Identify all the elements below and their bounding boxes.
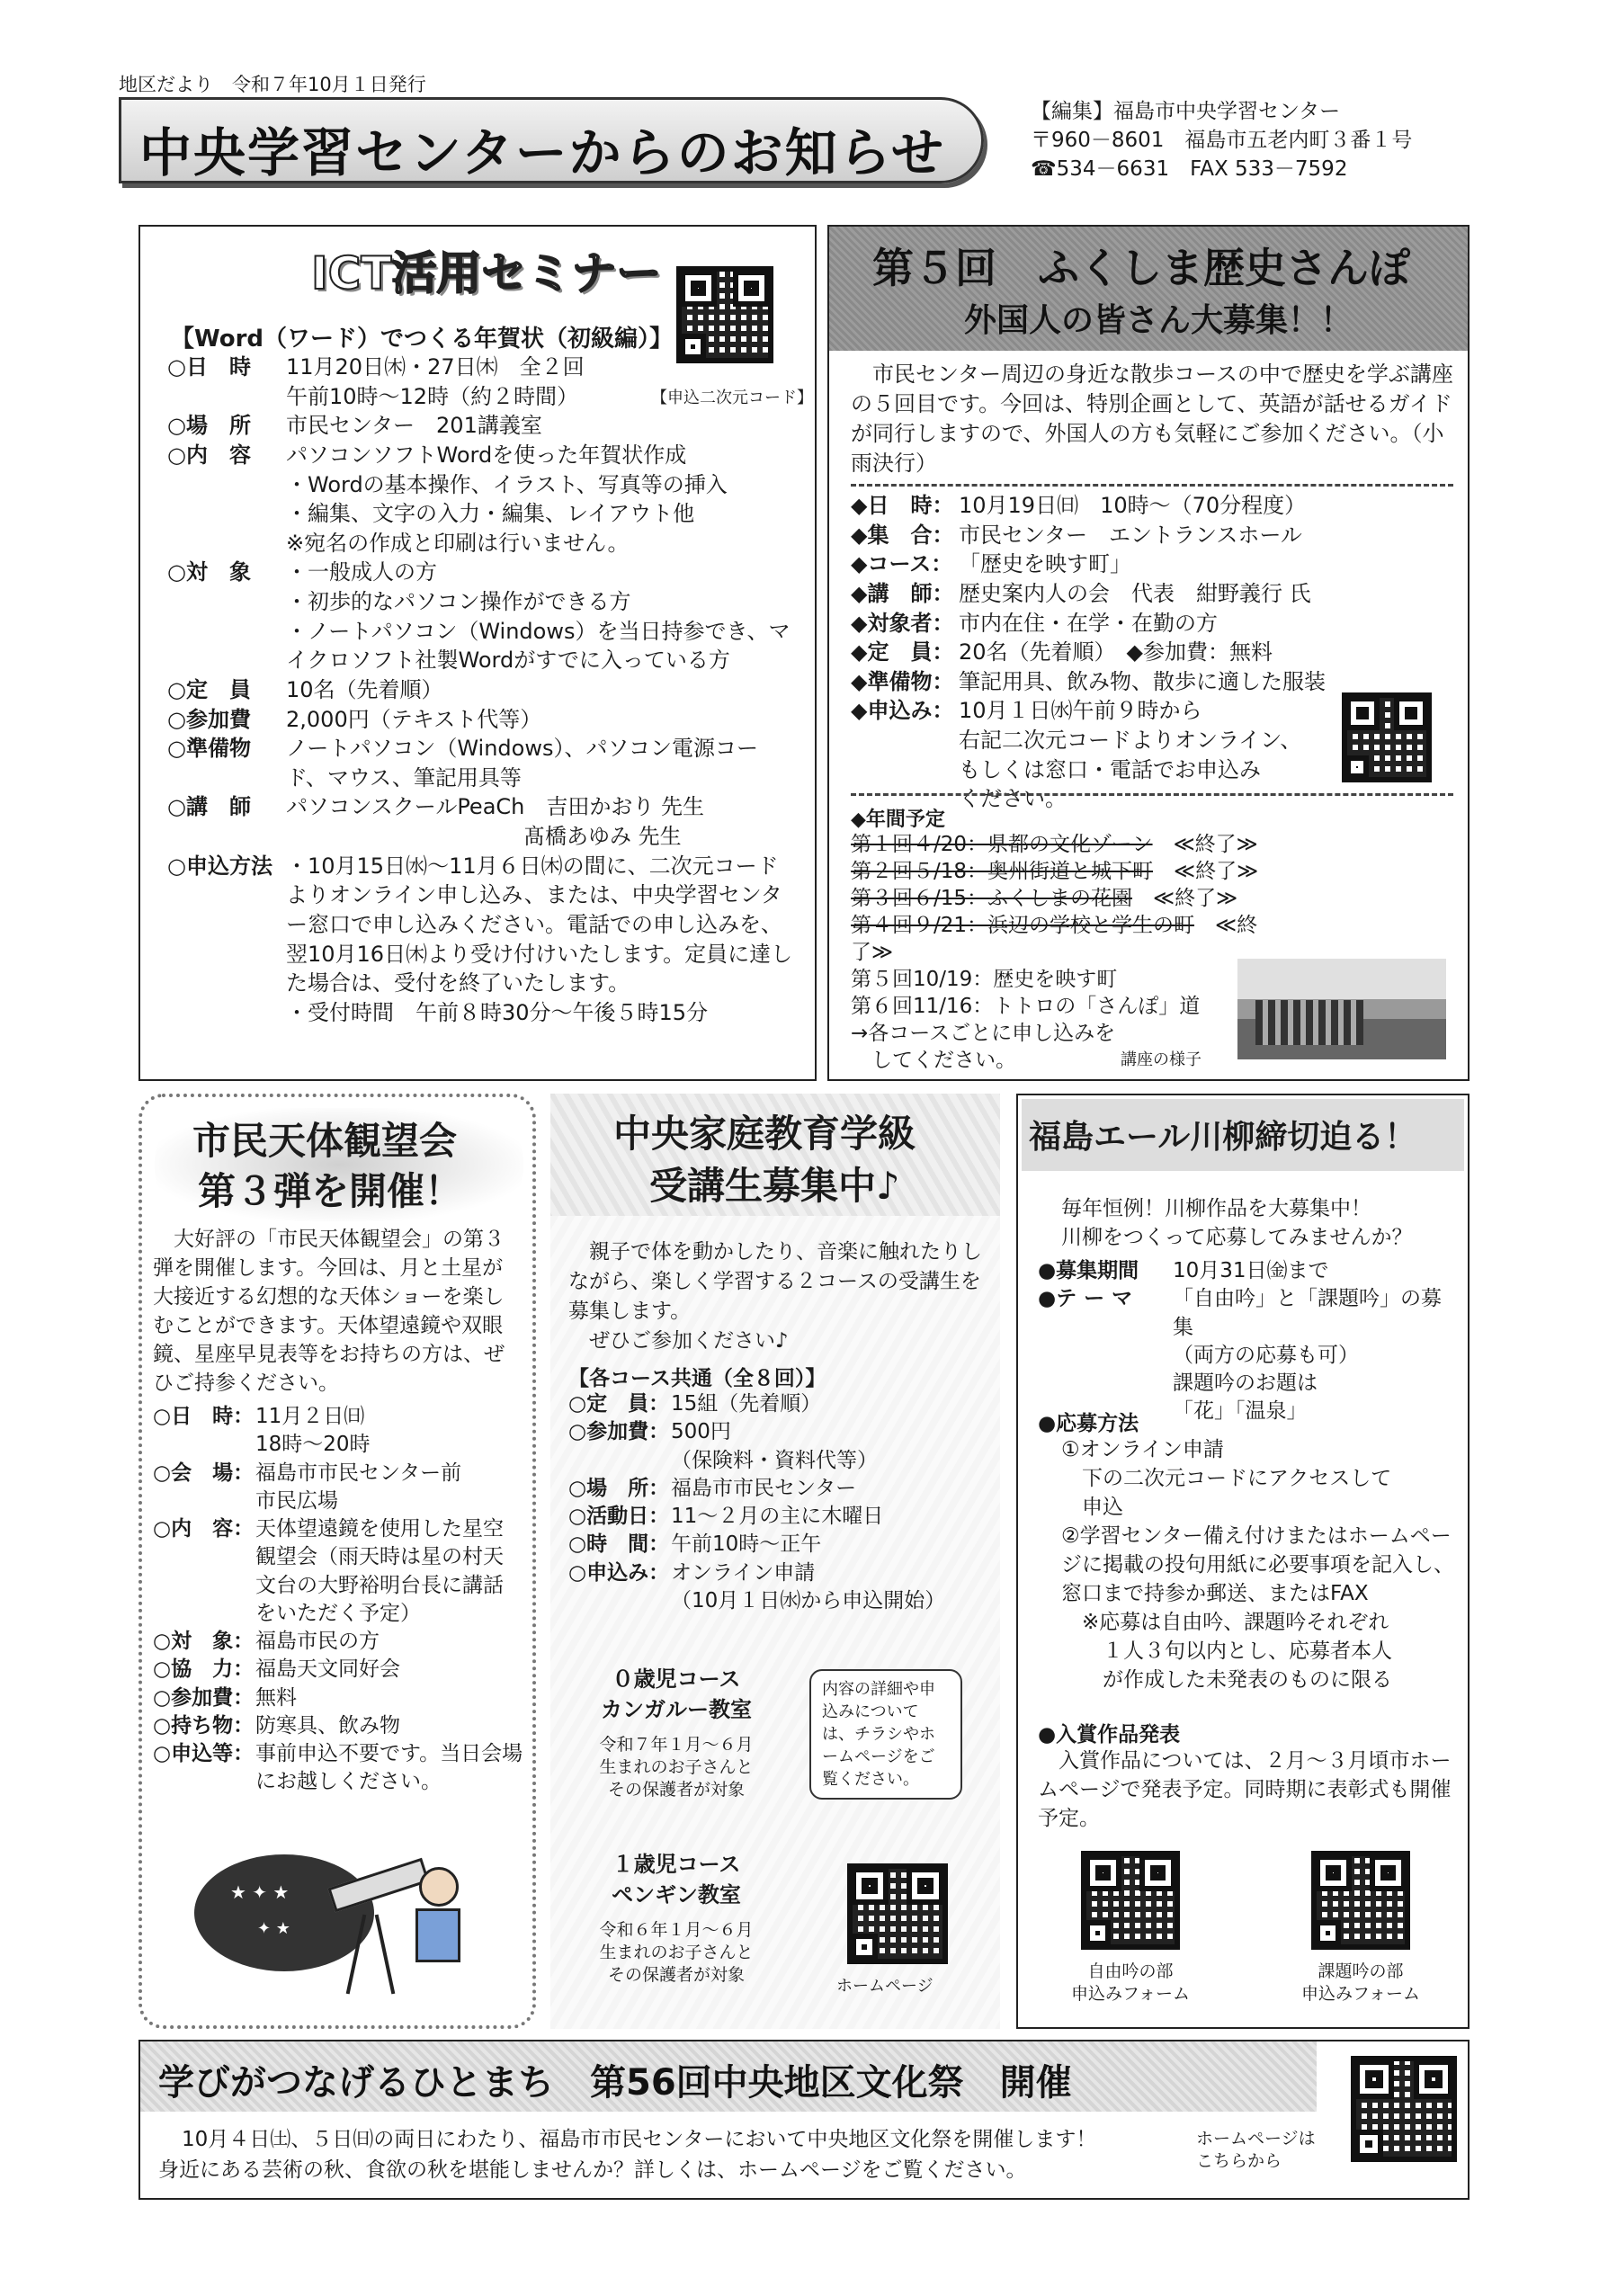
family-label: ○活動日： <box>568 1505 670 1529</box>
ict-value: 10名（先着順） <box>286 676 443 702</box>
done-mark: ≪終了≫ <box>1153 860 1259 883</box>
ict-label: ○内 容 <box>167 442 251 468</box>
course0-title: ０歳児コース カンガルー教室 <box>601 1666 752 1722</box>
history-value: 10月19日㈰ 10時～（70分程度） <box>959 493 1307 518</box>
ict-row <box>167 558 797 675</box>
history-row <box>851 521 1453 550</box>
history-label: ◆準備物： <box>851 668 954 694</box>
history-label: ◆対象者： <box>851 610 954 636</box>
family-value: オンライン申請 （10月１日㈬から申込開始） <box>671 1560 946 1613</box>
done-mark: ≪終了≫ <box>1132 887 1238 910</box>
family-title-1: 中央家庭教育学級 <box>613 1112 916 1156</box>
family-row <box>568 1475 991 1503</box>
tel: ☎534－6631 <box>1031 157 1170 181</box>
history-label: ◆日 時： <box>851 493 954 518</box>
senryu-intro: 毎年恒例！川柳作品を大募集中！ 川柳をつくって応募してみませんか？ <box>1061 1197 1413 1249</box>
history-row <box>851 609 1453 639</box>
apply-title: ●応募方法 <box>1038 1412 1139 1435</box>
telescope-illustration: ★ ✦ ★ ✦ ★ <box>194 1836 491 1998</box>
ict-label: ○対 象 <box>167 559 251 585</box>
ict-subtitle: 【Word（ワード）でつくる年賀状（初級編）】 <box>171 326 674 353</box>
senryu-row <box>1038 1285 1461 1425</box>
astro-label: ○協 力： <box>153 1657 255 1682</box>
history-subtitle: 外国人の皆さん大募集！！ <box>964 302 1353 339</box>
festival-panel <box>138 2040 1470 2200</box>
ict-label: ○参加費 <box>167 706 251 732</box>
ict-title: ICT活用セミナー <box>311 247 662 299</box>
astro-title-1: 市民天体観望会 <box>192 1119 458 1163</box>
course-photo <box>1237 959 1446 1059</box>
ict-row <box>167 353 797 411</box>
astro-label: ○日 時： <box>153 1405 255 1428</box>
senryu-label: ●募集期間 <box>1038 1259 1160 1282</box>
editor-info <box>1031 97 1412 183</box>
festival-qr-caption: ホームページは こちらから <box>1196 2129 1316 2171</box>
course0-desc: 令和７年１月～６月 生まれのお子さんと その保護者が対象 <box>599 1735 754 1800</box>
family-title-2: 受講生募集中♪ <box>649 1164 900 1208</box>
history-label: ◆集 合： <box>851 522 954 548</box>
issue-date: 地区だより 令和７年10月１日発行 <box>119 74 426 95</box>
course1-desc: 令和６年１月～６月 生まれのお子さんと その保護者が対象 <box>599 1920 754 1985</box>
family-label: ○時 間： <box>568 1532 670 1557</box>
ict-row <box>167 852 797 1028</box>
schedule-item-text: 第１回４/20：県都の文化ゾーン <box>851 833 1153 856</box>
history-row <box>851 491 1453 521</box>
astro-label: ○参加費： <box>153 1685 255 1710</box>
astro-label: ○持ち物： <box>153 1713 255 1738</box>
history-value: 10月１日㈬午前９時から 右記二次元コードよりオンライン、 もしくは窓口・電話でお申込み ください。 <box>959 698 1302 812</box>
family-label: ○定 員： <box>568 1392 670 1416</box>
qr-kadai[interactable] <box>1311 1851 1410 1950</box>
history-intro: 市民センター周辺の身近な散歩コースの中で歴史を学ぶ講座の５回目です。今回は、特別企画として、英語が話せるガイドが同行しますので、外国人の方も気軽にご参加ください。（小雨決行） <box>851 362 1453 476</box>
family-note: 内容の詳細や申込みについては、チラシやホームページをご覧ください。 <box>809 1669 962 1800</box>
astro-row <box>153 1656 523 1684</box>
family-row <box>568 1559 991 1616</box>
schedule-item-done <box>851 912 1264 966</box>
festival-title-bar <box>140 2041 1317 2112</box>
address: 〒960－8601 福島市五老内町３番１号 <box>1031 129 1413 152</box>
senryu-row <box>1038 1257 1461 1285</box>
page-title: 中央学習センターからのお知らせ <box>139 122 945 183</box>
family-common: 【各コース共通（全８回）】 <box>568 1367 826 1390</box>
astro-value: 無料 <box>255 1685 297 1710</box>
astro-row <box>153 1684 523 1712</box>
ict-row <box>167 675 797 705</box>
festival-text-1: 10月４日㈯、５日㈰の両日にわたり、福島市市民センターにおいて中央地区文化祭を開催します！ <box>182 2128 1097 2151</box>
history-row <box>851 549 1453 579</box>
history-label: ◆定 員： <box>851 639 954 666</box>
ict-value: 市民センター 201講義室 <box>286 413 542 439</box>
ict-qr-code[interactable] <box>676 266 773 363</box>
astro-value: 事前申込不要です。当日会場にお越しください。 <box>255 1742 523 1794</box>
family-label: ○場 所： <box>568 1476 670 1500</box>
ict-value: パソコンスクールPeaCh 吉田かおり 先生 髙橋あゆみ 先生 <box>286 794 705 849</box>
schedule-item: 第６回11/16：トトロの「さんぽ」道 <box>851 995 1201 1018</box>
award-title: ●入賞作品発表 <box>1038 1723 1181 1747</box>
astro-row <box>153 1403 523 1460</box>
ict-row <box>167 441 797 558</box>
qr-jiyu[interactable] <box>1081 1851 1180 1950</box>
astro-value: 福島市市民センター前 市民広場 <box>255 1461 462 1513</box>
family-qr-caption: ホームページ <box>836 1977 934 1996</box>
senryu-panel <box>1016 1094 1470 2029</box>
family-value: 15組（先着順） <box>671 1392 822 1416</box>
astro-value: 福島市民の方 <box>255 1630 380 1654</box>
family-value: 午前10時～正午 <box>671 1532 822 1557</box>
history-value: 市民センター エントランスホール <box>959 522 1302 548</box>
fax: FAX 533－7592 <box>1190 157 1348 181</box>
history-value: 「歴史を映す町」 <box>959 551 1131 577</box>
senryu-value: 「自由吟」と「課題吟」の募集 （両方の応募も可） 課題吟のお題は 「花」「温泉」 <box>1173 1287 1442 1424</box>
history-value: 市内在住・在学・在勤の方 <box>959 610 1218 636</box>
history-panel <box>827 225 1470 1081</box>
award-text: 入賞作品については、２月～３月頃市ホームページで発表予定。同時期に表彰式も開催予定。 <box>1038 1749 1452 1830</box>
astro-intro: 大好評の「市民天体観望会」の第３弾を開催します。今回は、月と土星が大接近する幻想的な天体ショーを楽しむことができます。天体望遠鏡や双眼鏡、星座早見表等をお持ちの方は、ぜひご持参ください。 <box>153 1228 505 1395</box>
ict-value: ノートパソコン（Windows）、パソコン電源コード、マウス、筆記用具等 <box>286 736 758 791</box>
schedule-item-text: 第２回５/18：奥州街道と城下町 <box>851 860 1154 883</box>
history-label: ◆申込み： <box>851 698 954 724</box>
history-schedule <box>851 831 1264 1074</box>
astro-value: 11月２日㈰ 18時～20時 <box>255 1405 371 1457</box>
ict-label: ○申込方法 <box>167 853 272 879</box>
family-label: ○申込み： <box>568 1560 670 1585</box>
ict-details <box>167 353 797 1027</box>
family-intro: 親子で体を動かしたり、音楽に触れたりしながら、楽しく学習する２コースの受講生を募集します。 ぜひご参加ください♪ <box>568 1240 982 1353</box>
astro-label: ○申込等： <box>153 1742 255 1766</box>
senryu-details <box>1038 1257 1461 1426</box>
ict-value: 11月20日㈭・27日㈭ 全２回 午前10時～12時（約２時間） <box>286 354 585 409</box>
astro-value: 天体望遠鏡を使用した星空観望会（雨天時は星の村天文台の大野裕明台長に講話をいただく予定） <box>255 1517 504 1625</box>
astro-label: ○会 場： <box>153 1461 255 1485</box>
history-header <box>829 227 1468 351</box>
astro-value: 防寒具、飲み物 <box>255 1713 400 1738</box>
ict-row <box>167 705 797 735</box>
astro-title-2: 第３弾を開催！ <box>198 1169 463 1213</box>
astro-row <box>153 1740 523 1797</box>
done-mark: ≪終了≫ <box>851 914 1258 964</box>
history-qr-code[interactable] <box>1342 692 1432 782</box>
astro-details <box>153 1403 523 1797</box>
festival-text-2: 身近にある芸術の秋、食欲の秋を堪能しませんか？詳しくは、ホームページをご覧ください。 <box>158 2158 1027 2182</box>
family-qr-code[interactable] <box>847 1863 948 1964</box>
astro-label: ○内 容： <box>153 1517 255 1541</box>
family-row <box>568 1503 991 1531</box>
history-title: 第５回 ふくしま歴史さんぽ <box>872 244 1410 292</box>
ict-row <box>167 734 797 792</box>
ict-value: 2,000円（テキスト代等） <box>286 706 542 732</box>
family-value: 11～２月の主に木曜日 <box>671 1505 884 1529</box>
ict-label: ○定 員 <box>167 676 251 702</box>
ict-row <box>167 792 797 851</box>
ict-value: パソコンソフトWordを使った年賀状作成 ・Wordの基本操作、イラスト、写真等の挿入 ・編集、文字の入力・編集、レイアウト他 ※宛名の作成と印刷は行いません。 <box>286 442 728 556</box>
family-row <box>568 1418 991 1475</box>
ict-qr-caption: 【申込二次元コード】 <box>651 389 813 407</box>
ict-label: ○場 所 <box>167 413 251 439</box>
apply-text: ①オンライン申請 下の二次元コードにアクセスして 申込 ②学習センター備え付けまたはホームページに掲載の投句用紙に必要事項を記入し、窓口まで持参か郵送、またはFAX ※応募は自由吟、課題吟それぞれ １人３句以内とし、応募者本人 が作成した未発表のものに限る <box>1061 1438 1454 1692</box>
schedule-item-text: 第４回９/21：浜辺の学校と学生の町 <box>851 914 1195 937</box>
history-label: ◆コース： <box>851 551 953 577</box>
title-banner <box>119 97 984 183</box>
family-panel <box>550 1094 1000 2029</box>
schedule-item: →各コースごとに申し込みを <box>851 1022 1116 1045</box>
ict-panel <box>138 225 817 1081</box>
history-label: ◆講 師： <box>851 580 954 606</box>
photo-caption: 講座の様子 <box>1121 1050 1202 1069</box>
family-label: ○参加費： <box>568 1420 670 1444</box>
senryu-title: 福島エール川柳締切迫る！ <box>1022 1099 1464 1171</box>
history-row <box>851 638 1453 667</box>
family-row <box>568 1531 991 1559</box>
ict-value: ・10月15日㈬～11月６日㈭の間に、二次元コードよりオンライン申し込み、または、中央学習センター窓口で申し込みください。電話での申し込みを、翌10月16日㈭より受け付けいたします。定員に達した場合は、受付を終了いたします。 ・受付時間 午前８時30分～午後５時15分 <box>286 853 793 1025</box>
ict-label: ○日 時 <box>167 354 251 380</box>
course1-title: １歳児コース ペンギン教室 <box>612 1852 741 1907</box>
history-row <box>851 579 1453 609</box>
senryu-value: 10月31日㈮まで <box>1173 1259 1329 1282</box>
astro-row <box>153 1712 523 1740</box>
schedule-item-text: 第３回６/15：ふくしまの花園 <box>851 887 1133 910</box>
schedule-item-done <box>851 858 1264 885</box>
ict-label: ○講 師 <box>167 794 251 820</box>
festival-qr-code[interactable] <box>1351 2056 1457 2162</box>
schedule-title: ◆年間予定 <box>851 809 945 831</box>
history-value: 歴史案内人の会 代表 紺野義行 氏 <box>959 580 1311 606</box>
astro-panel <box>138 1094 536 2029</box>
ict-value: ・一般成人の方 ・初歩的なパソコン操作ができる方 ・ノートパソコン（Windows）を当日持参でき、マイクロソフト社製Wordがすでに入っている方 <box>286 559 791 674</box>
history-value: 20名（先着順） ◆参加費：無料 <box>959 639 1273 666</box>
ict-row <box>167 411 797 441</box>
family-value: 福島市市民センター <box>671 1476 857 1500</box>
family-value: 500円 （保険料・資料代等） <box>671 1420 878 1472</box>
astro-row <box>153 1460 523 1516</box>
festival-title: 学びがつなげるひとまち 第56回中央地区文化祭 開催 <box>158 2062 1072 2104</box>
astro-label: ○対 象： <box>153 1630 255 1654</box>
astro-value: 福島天文同好会 <box>255 1657 400 1682</box>
editor: 【編集】福島市中央学習センター <box>1031 100 1341 123</box>
qr-kadai-caption: 課題吟の部 申込みフォーム <box>1300 1961 1421 2004</box>
done-mark: ≪終了≫ <box>1152 833 1258 856</box>
schedule-item-done <box>851 831 1264 858</box>
senryu-label: ●テ ー マ <box>1038 1287 1154 1311</box>
schedule-item: してください。 <box>851 1049 1016 1072</box>
astro-row <box>153 1515 523 1628</box>
astro-row <box>153 1628 523 1656</box>
ict-label: ○準備物 <box>167 736 251 762</box>
family-row <box>568 1390 991 1418</box>
schedule-item-done <box>851 885 1264 912</box>
history-value: 筆記用具、飲み物、散歩に適した服装 <box>959 668 1326 694</box>
qr-jiyu-caption: 自由吟の部 申込みフォーム <box>1070 1961 1191 2004</box>
schedule-item: 第５回10/19：歴史を映す町 <box>851 968 1118 991</box>
family-details <box>568 1390 991 1615</box>
